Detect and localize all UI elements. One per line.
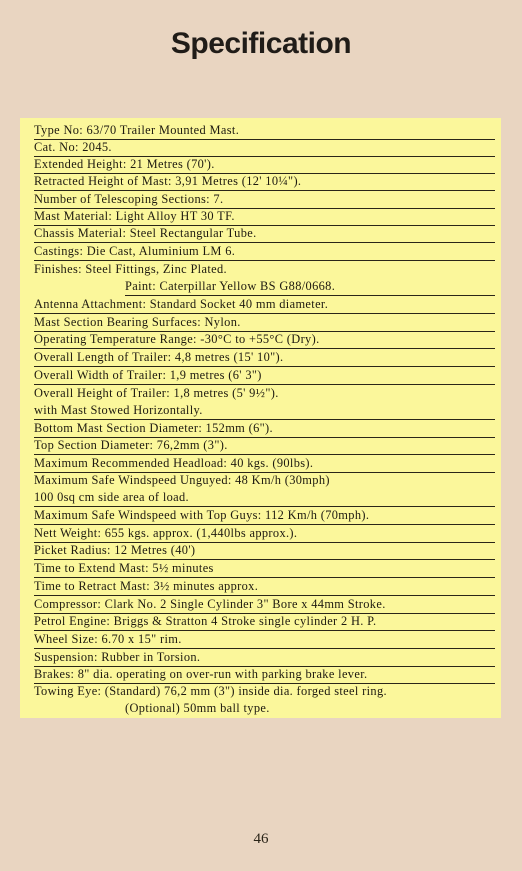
spec-time-to-retract: Time to Retract Mast: 3½ minutes approx. (34, 577, 495, 596)
spec-finishes-paint: Paint: Caterpillar Yellow BS G88/0668. (125, 277, 495, 296)
spec-bottom-section-diameter: Bottom Mast Section Diameter: 152mm (6"). (34, 419, 495, 438)
page-title: Specification (170, 27, 352, 60)
spec-overall-length: Overall Length of Trailer: 4,8 metres (15' 10"). (34, 348, 495, 367)
spec-finishes: Finishes: Steel Fittings, Zinc Plated. (34, 262, 227, 276)
spec-wheel-size: Wheel Size: 6.70 x 15" rim. (34, 630, 495, 649)
spec-picket-radius: Picket Radius: 12 Metres (40') (34, 541, 495, 560)
spec-type-no: Type No: 63/70 Trailer Mounted Mast. (34, 121, 495, 140)
spec-towing-eye: Towing Eye: (Standard) 76,2 mm (3") inside dia. forged steel ring. (34, 684, 387, 698)
specification-panel (20, 118, 501, 718)
spec-brakes: Brakes: 8" dia. operating on over-run with parking brake lever. (34, 665, 495, 684)
spec-overall-width: Overall Width of Trailer: 1,9 metres (6' 3") (34, 366, 495, 385)
spec-nett-weight: Nett Weight: 655 kgs. approx. (1,440lbs approx.). (34, 524, 495, 543)
spec-top-section-diameter: Top Section Diameter: 76,2mm (3"). (34, 436, 495, 455)
page-number: 46 (253, 831, 269, 847)
spec-windspeed-unguyed: Maximum Safe Windspeed Unguyed: 48 Km/h (30mph) (34, 473, 330, 487)
spec-castings: Castings: Die Cast, Aluminium LM 6. (34, 242, 495, 261)
spec-operating-temperature: Operating Temperature Range: -30°C to +55°C (Dry). (34, 330, 495, 349)
spec-overall-height: Overall Height of Trailer: 1,8 metres (5' 9½"). (34, 386, 279, 400)
spec-bearing-surfaces: Mast Section Bearing Surfaces: Nylon. (34, 313, 495, 332)
spec-towing-eye-optional: (Optional) 50mm ball type. (125, 701, 270, 715)
spec-suspension: Suspension: Rubber in Torsion. (34, 648, 495, 667)
spec-cat-no: Cat. No: 2045. (34, 138, 495, 157)
spec-overall-height-note: with Mast Stowed Horizontally. (34, 401, 495, 420)
spec-time-to-extend: Time to Extend Mast: 5½ minutes (34, 559, 495, 578)
spec-compressor: Compressor: Clark No. 2 Single Cylinder 3" Bore x 44mm Stroke. (34, 595, 495, 614)
spec-retracted-height: Retracted Height of Mast: 3,91 Metres (12' 10¼"). (34, 172, 495, 191)
spec-max-headload: Maximum Recommended Headload: 40 kgs. (90lbs). (34, 454, 495, 473)
spec-telescoping-sections: Number of Telescoping Sections: 7. (34, 190, 495, 209)
spec-antenna-attachment: Antenna Attachment: Standard Socket 40 mm diameter. (34, 295, 495, 314)
spec-petrol-engine: Petrol Engine: Briggs & Stratton 4 Stroke single cylinder 2 H. P. (34, 612, 495, 631)
spec-mast-material: Mast Material: Light Alloy HT 30 TF. (34, 207, 495, 226)
spec-windspeed-unguyed-note: 100 0sq cm side area of load. (34, 488, 495, 507)
spec-windspeed-top-guys: Maximum Safe Windspeed with Top Guys: 112 Km/h (70mph). (34, 506, 495, 525)
spec-extended-height: Extended Height: 21 Metres (70'). (34, 155, 495, 174)
spec-chassis-material: Chassis Material: Steel Rectangular Tube. (34, 224, 495, 243)
